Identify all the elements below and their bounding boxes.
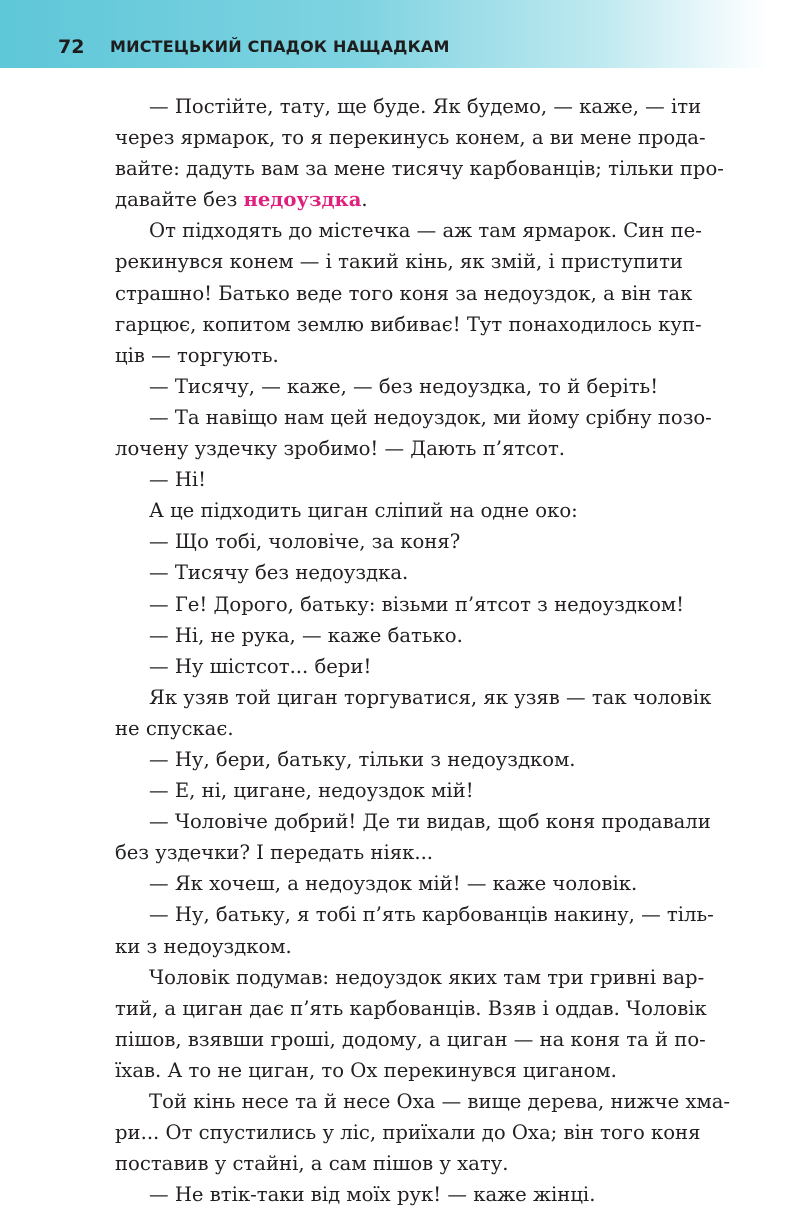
text-line: — Що тобі, чоловіче, за коня?: [149, 530, 461, 554]
text-line: ців — торгують.: [115, 343, 279, 367]
text-line: рекинувся конем — і такий кінь, як змій, і приступити: [115, 250, 683, 274]
paragraph: [115, 806, 743, 868]
paragraph: [115, 744, 743, 775]
text-line: — Ге! Дорого, батьку: візьми п’ятсот з недоуздком!: [149, 592, 685, 616]
text-line: [115, 184, 743, 215]
paragraph: [115, 495, 743, 526]
text-line: — Ну, бери, батьку, тільки з недоуздком.: [149, 747, 576, 771]
text-line: пішов, взявши гроші, додому, а циган — на коня та й по-: [115, 1027, 706, 1051]
paragraph: [115, 682, 743, 744]
page-number: 72: [58, 36, 85, 58]
text-line: Як узяв той циган торгуватися, як узяв — так чоловік: [149, 685, 712, 709]
text-line: — Е, ні, цигане, недоуздок мій!: [149, 779, 474, 803]
text-line: — Ні!: [149, 468, 207, 492]
text-line: не спускає.: [115, 716, 234, 740]
text-line: через ярмарок, то я перекинусь конем, а ви мене прода-: [115, 126, 706, 150]
paragraph: [115, 651, 743, 682]
text-line: їхав. А то не циган, то Ох перекинувся циганом.: [115, 1058, 617, 1082]
text-line: поставив у стайні, а сам пішов у хату.: [115, 1152, 509, 1176]
text-line: — Як хочеш, а недоуздок мій! — каже чоловік.: [149, 872, 638, 896]
paragraph: [115, 589, 743, 620]
text-line: вайте: дадуть вам за мене тисячу карбованців; тільки про-: [115, 157, 724, 181]
text-line: тий, а циган дає п’ять карбованців. Взяв і оддав. Чоловік: [115, 996, 707, 1020]
paragraph: [115, 526, 743, 557]
paragraph: [115, 1086, 743, 1179]
text-line: лочену уздечку зробимо! — Дають п’ятсот.: [115, 437, 566, 461]
paragraph: [115, 402, 743, 464]
text-line: гарцює, копитом землю вибиває! Тут понаходилось куп-: [115, 312, 702, 336]
text-line: ки з недоуздком.: [115, 934, 292, 958]
text-line: Чоловік подумав: недоуздок яких там три гривні вар-: [149, 965, 705, 989]
text-line: От підходять до містечка — аж там ярмарок. Син пе-: [149, 219, 702, 243]
text-line: А це підходить циган сліпий на одне око:: [149, 499, 578, 523]
paragraph: [115, 899, 743, 961]
text-line: ри... От спустились у ліс, приїхали до Оха; він того коня: [115, 1121, 701, 1145]
text-line: — Ну шістсот... бери!: [149, 654, 372, 678]
paragraph: [115, 464, 743, 495]
text-line: — Чоловіче добрий! Де ти видав, щоб коня продавали: [149, 810, 711, 834]
paragraph: [115, 1179, 743, 1210]
text-line: без уздечки? І передать ніяк...: [115, 841, 434, 865]
paragraph: [115, 557, 743, 588]
running-title: МИСТЕЦЬКИЙ СПАДОК НАЩАДКАМ: [110, 37, 450, 56]
paragraph: [115, 371, 743, 402]
paragraph: [115, 91, 743, 215]
text-line: — Тисячу без недоуздка.: [149, 561, 409, 585]
story-text: [115, 91, 743, 1210]
text-line: страшно! Батько веде того коня за недоуздок, а він так: [115, 281, 693, 305]
text-line: — Постійте, тату, ще буде. Як будемо, — каже, — іти: [149, 95, 702, 118]
text-line: Той кінь несе та й несе Оха — вище дерева, нижче хма-: [149, 1090, 731, 1113]
paragraph: [115, 620, 743, 651]
text-line: — Ну, батьку, я тобі п’ять карбованців накину, — тіль-: [149, 903, 714, 927]
text-line: — Ні, не рука, — каже батько.: [149, 623, 463, 647]
text-line: — Та навіщо нам цей недоуздок, ми йому срібну позо-: [149, 405, 712, 429]
text-line: — Не втік-таки від моїх рук! — каже жінці.: [149, 1183, 596, 1207]
text-line: — Тисячу, — каже, — без недоуздка, то й беріть!: [149, 374, 659, 398]
text-fragment: .: [361, 188, 368, 212]
paragraph: [115, 962, 743, 1086]
text-fragment: давайте без: [115, 188, 244, 212]
paragraph: [115, 775, 743, 806]
header-band: [0, 0, 800, 68]
glossary-term[interactable]: недоуздка: [243, 188, 362, 212]
paragraph: [115, 868, 743, 899]
paragraph: [115, 215, 743, 370]
